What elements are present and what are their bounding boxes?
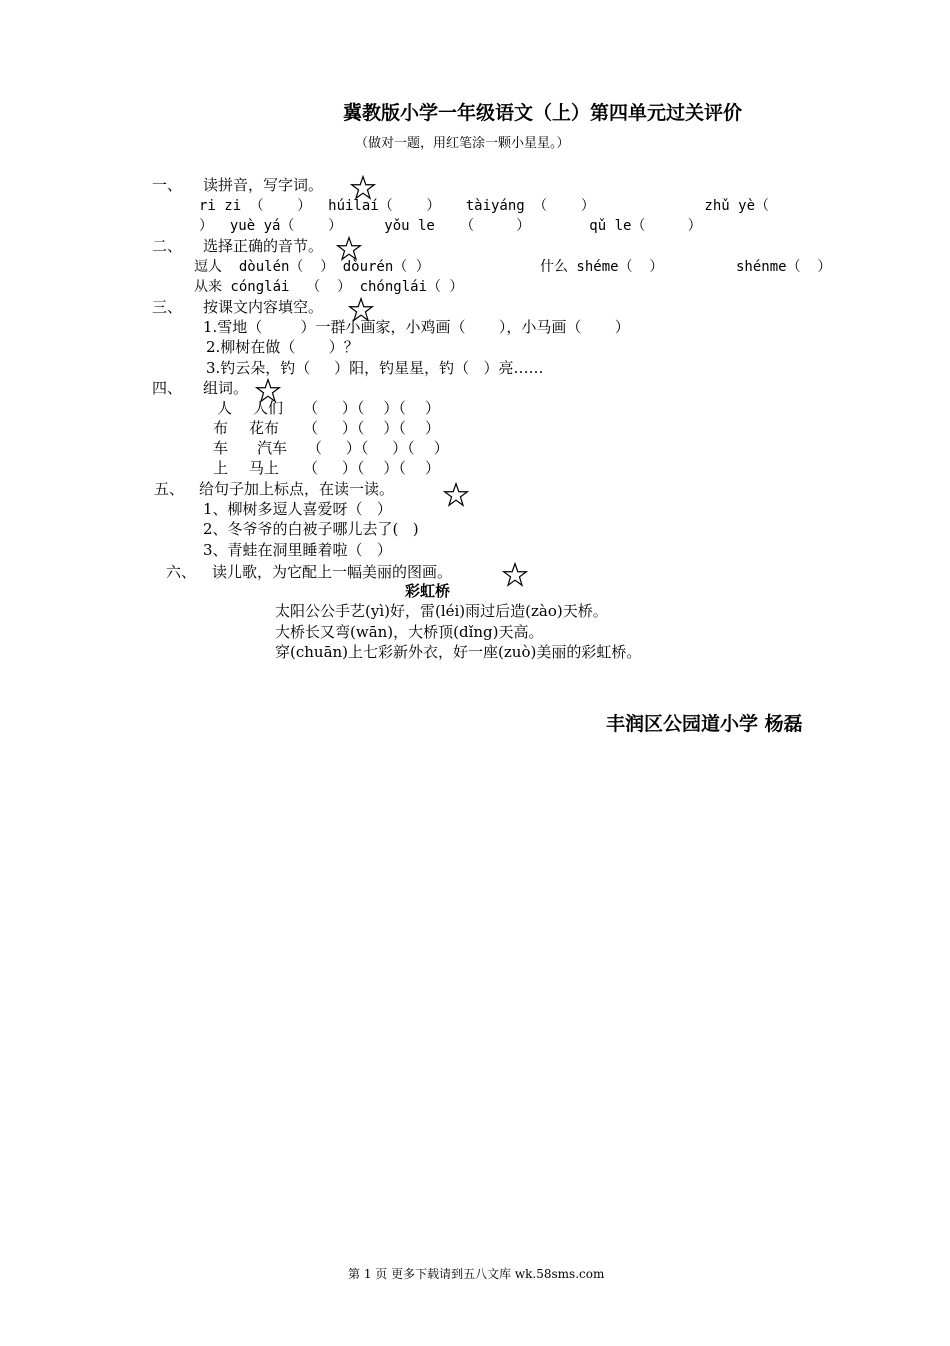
section-3-label: 三、 [152,298,183,316]
poem-title: 彩虹桥 [405,582,451,600]
section-3-line-1: 1.雪地（ ）一群小画家，小鸡画（ ），小马画（ ） [203,318,630,336]
word-row-blanks: （ ）（ ）（ ） [303,399,440,417]
section-2-line-1b: 什么 shéme（ ） [540,259,664,275]
section-5-line-2: 2、冬爷爷的白被子哪儿去了( ) [203,520,419,538]
page-footer: 第 1 页 更多下载请到五八文库 wk.58sms.com [348,1267,605,1281]
section-5-line-3: 3、青蛙在洞里睡着啦（ ） [203,541,392,559]
section-5-line-1: 1、柳树多逗人喜爱呀（ ） [203,500,392,518]
section-3-line-2: 2.柳树在做（ ）？ [206,338,359,356]
section-1-line-1: ri zi （ ） húilaí（ ） tàiyáng （ ） zhǔ yè（ [199,198,770,214]
word-row-word: 马上 [249,459,280,477]
section-1-label: 一、 [152,176,183,194]
poem-line-3: 穿(chuān)上七彩新外衣，好一座(zuò)美丽的彩虹桥。 [275,643,642,661]
word-row-blanks: （ ）（ ）（ ） [303,419,440,437]
section-4-heading: 组词。 [203,379,249,397]
section-1-heading: 读拼音，写字词。 [203,176,324,194]
section-3-heading: 按课文内容填空。 [203,298,324,316]
word-row-word: 花布 [249,419,280,437]
word-row-word: 人们 [253,399,284,417]
poem-line-1: 太阳公公手艺(yì)好，雷(léi)雨过后造(zào)天桥。 [275,602,608,620]
section-4-label: 四、 [152,379,183,397]
section-2-line-1a: 逗人 dòulén（ ） dòurén（ ） [194,259,430,275]
word-row-blanks: （ ）（ ）（ ） [303,459,440,477]
section-6-label: 六、 [166,563,197,581]
word-row-char: 上 [213,459,229,477]
page-title: 冀教版小学一年级语文（上）第四单元过关评价 [343,102,743,124]
word-row-word: 汽车 [257,439,288,457]
section-2-label: 二、 [152,237,183,255]
section-2-heading: 选择正确的音节。 [203,237,324,255]
section-6-heading: 读儿歌，为它配上一幅美丽的图画。 [212,563,453,581]
section-2-line-2: 从来 cónglái （ ） chónglái（ ） [194,279,464,295]
page-subtitle: （做对一题，用红笔涂一颗小星星。） [355,136,570,151]
section-5-heading: 给句子加上标点，在读一读。 [199,480,395,498]
poem-line-2: 大桥长又弯(wān)，大桥顶(dǐng)天高。 [275,623,544,641]
word-row-char: 布 [213,419,229,437]
word-row-char: 人 [217,399,233,417]
section-5-label: 五、 [154,480,185,498]
author-credit: 丰润区公园道小学 杨磊 [606,713,803,735]
section-2-line-1c: shénme（ ） [736,259,832,275]
word-row-char: 车 [213,439,229,457]
section-1-line-2: ） yuè yá（ ） yǒu le （ ） qǔ le（ ） [199,218,702,234]
word-row-blanks: （ ）（ ）（ ） [307,439,449,457]
star-outline-icon[interactable] [502,562,528,588]
star-outline-icon[interactable] [443,482,469,508]
section-3-line-3: 3.钓云朵，钓（ ）阳，钓星星，钓（ ）亮…… [206,359,544,377]
